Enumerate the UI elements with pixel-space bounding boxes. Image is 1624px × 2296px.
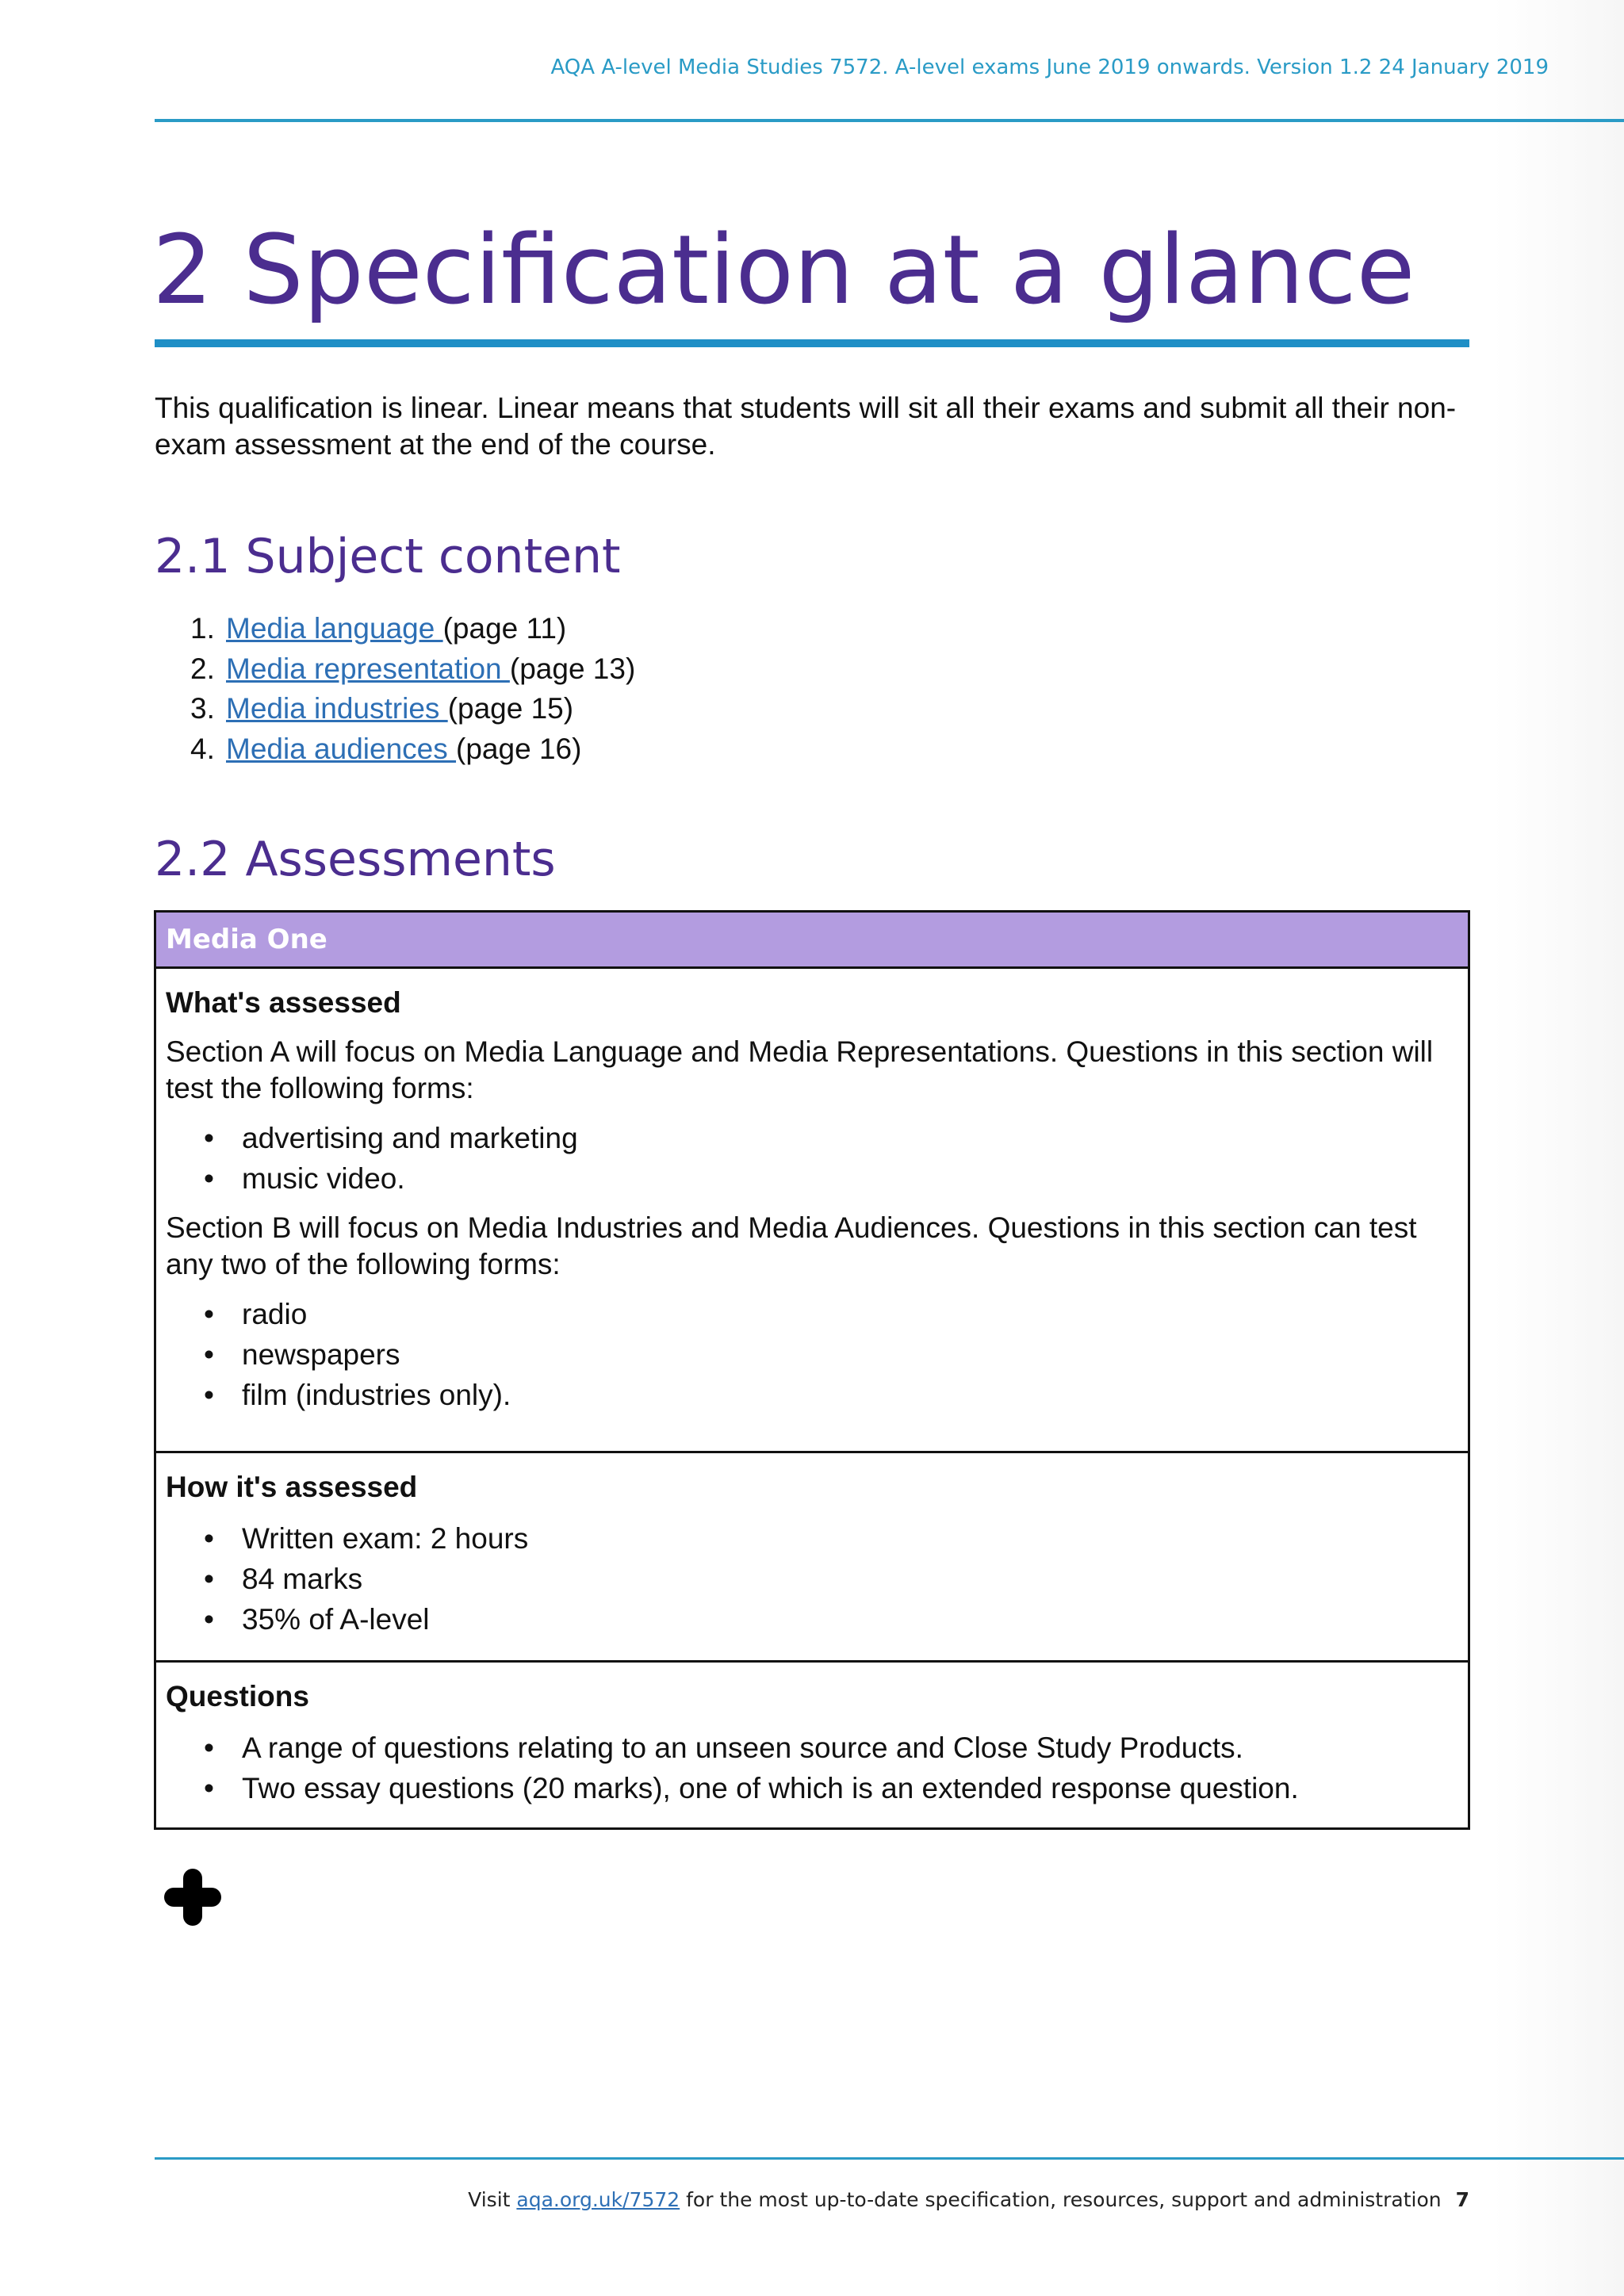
list-item: • Written exam: 2 hours — [204, 1518, 1458, 1559]
header-rule — [155, 119, 1624, 122]
subject-content-heading: 2.1 Subject content — [155, 529, 621, 584]
section-b-forms — [166, 1294, 1458, 1415]
running-header: AQA A-level Media Studies 7572. A-level exams June 2019 onwards. Version 1.2 24 January 2019 — [550, 55, 1549, 79]
section-a-text: Section A will focus on Media Language and Media Representations. Questions in this section will test the following forms: — [166, 1035, 1434, 1104]
list-item: • advertising and marketing — [204, 1118, 1458, 1158]
media-language-link[interactable]: Media language — [226, 612, 443, 645]
list-item — [190, 649, 635, 690]
aqa-website-link[interactable]: aqa.org.uk/7572 — [516, 2188, 680, 2211]
plus-icon — [163, 1867, 223, 1927]
whats-assessed-cell — [156, 969, 1468, 1451]
list-item: • Two essay questions (20 marks), one of which is an extended response question. — [204, 1768, 1458, 1808]
footer-suffix: for the most up-to-date specification, resources, support and administration — [680, 2188, 1442, 2211]
list-item — [190, 689, 635, 729]
media-audiences-link[interactable]: Media audiences — [226, 732, 457, 765]
media-industries-link[interactable]: Media industries — [226, 692, 448, 725]
list-number: 3. — [190, 692, 215, 725]
footer-rule — [155, 2157, 1624, 2160]
questions-cell — [156, 1660, 1468, 1827]
cell-title: What's assessed — [166, 986, 401, 1019]
list-item: • music video. — [204, 1158, 1458, 1199]
section-b-text: Section B will focus on Media Industries and Media Audiences. Questions in this section can test any two of the following forms: — [166, 1211, 1417, 1280]
list-item — [190, 729, 635, 770]
footer — [468, 2188, 1469, 2211]
subject-content-list — [190, 609, 635, 769]
how-assessed-list — [166, 1518, 1458, 1640]
list-number: 1. — [190, 612, 215, 645]
list-item: • 35% of A-level — [204, 1599, 1458, 1640]
list-item — [190, 609, 635, 649]
list-item: • A range of questions relating to an unseen source and Close Study Products. — [204, 1728, 1458, 1768]
how-assessed-cell — [156, 1451, 1468, 1660]
cell-title: How it's assessed — [166, 1471, 418, 1503]
section-a-forms — [166, 1118, 1458, 1199]
page-reference: (page 15) — [447, 692, 574, 725]
page-number: 7 — [1455, 2188, 1469, 2211]
intro-paragraph: This qualification is linear. Linear means that students will sit all their exams and submit all their non-exam assessment at the end of the course. — [155, 392, 1457, 461]
list-item: • newspapers — [204, 1334, 1458, 1375]
list-item: • film (industries only). — [204, 1375, 1458, 1415]
cell-title: Questions — [166, 1680, 309, 1712]
table-title: Media One — [156, 913, 1468, 969]
chapter-title: 2 Specification at a glance — [152, 216, 1415, 326]
page-edge-shade — [1493, 0, 1624, 2296]
list-number: 4. — [190, 732, 215, 765]
page-reference: (page 16) — [456, 732, 582, 765]
assessment-table — [154, 910, 1470, 1830]
title-rule — [155, 339, 1469, 347]
footer-prefix: Visit — [468, 2188, 517, 2211]
page-reference: (page 11) — [442, 612, 567, 645]
questions-list — [166, 1728, 1458, 1808]
page-reference: (page 13) — [509, 652, 636, 685]
list-number: 2. — [190, 652, 215, 685]
list-item: • 84 marks — [204, 1559, 1458, 1599]
media-representation-link[interactable]: Media representation — [226, 652, 510, 685]
list-item: • radio — [204, 1294, 1458, 1334]
assessments-heading: 2.2 Assessments — [155, 832, 556, 887]
